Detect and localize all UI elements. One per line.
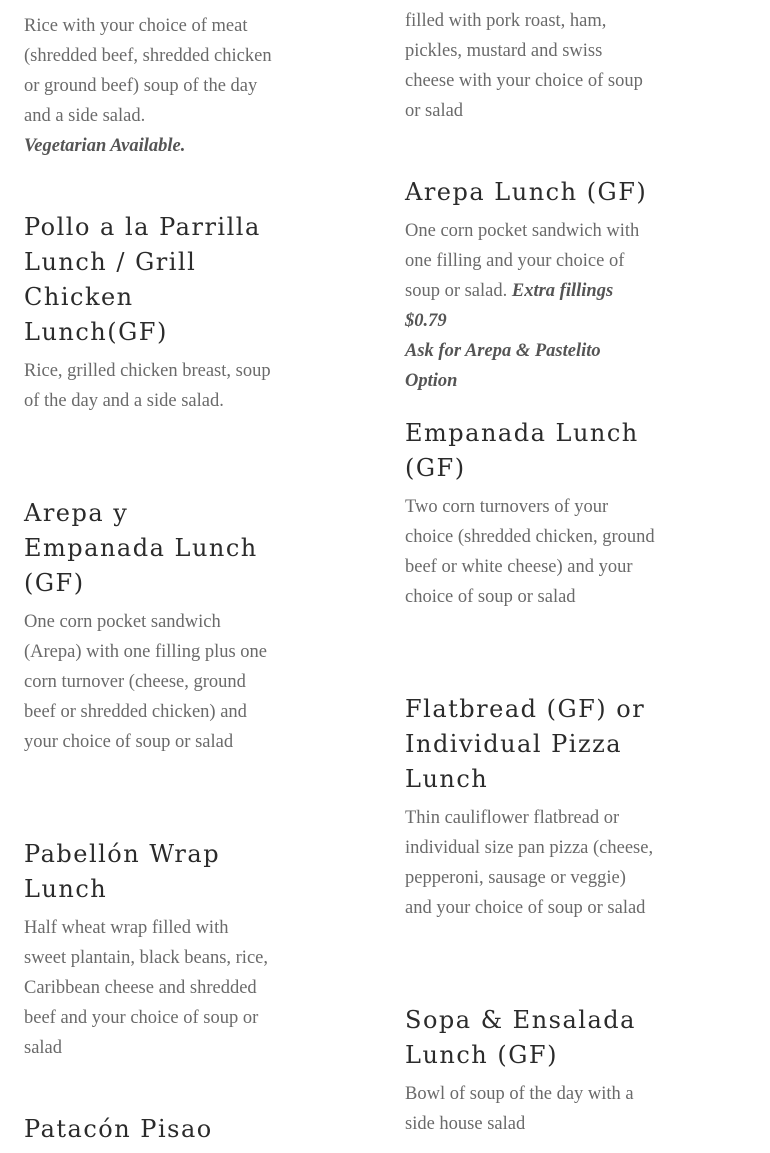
pastelito-option-note: Ask for Arepa & Pastelito Option bbox=[405, 341, 601, 391]
menu-item bbox=[405, 1003, 655, 1139]
menu-item bbox=[24, 210, 274, 416]
menu-item bbox=[405, 6, 655, 126]
menu-item-title: Pollo a la Parrilla Lunch / Grill Chicken Lunch(GF) bbox=[24, 213, 261, 346]
menu-item-description: Bowl of soup of the day with a side house salad bbox=[405, 1084, 634, 1134]
extra-fillings-note: Extra fillings $0.79 bbox=[405, 281, 614, 331]
description-text: One corn pocket sandwich with one filling and your choice of soup or salad. bbox=[405, 221, 640, 301]
menu-item-title: Arepa Lunch (GF) bbox=[405, 178, 648, 206]
menu-item-description: One corn pocket sandwich (Arepa) with one filling plus one corn turnover (cheese, ground beef or shredded chicken) and your choice of soup or salad bbox=[24, 612, 268, 752]
description-text: Rice with your choice of meat (shredded beef, shredded chicken or ground beef) soup of the day and a side salad. bbox=[24, 16, 272, 126]
menu-item-description: filled with pork roast, ham, pickles, mustard and swiss cheese with your choice of soup or salad bbox=[405, 11, 643, 121]
menu-item bbox=[24, 837, 274, 1063]
menu-item-title: Flatbread (GF) or Individual Pizza Lunch bbox=[405, 695, 646, 793]
menu-item-title: Sopa & Ensalada Lunch (GF) bbox=[405, 1006, 636, 1069]
menu-item-title: Arepa y Empanada Lunch (GF) bbox=[24, 499, 258, 597]
menu-item-title: Pabellón Wrap Lunch bbox=[24, 840, 221, 903]
menu-item bbox=[24, 496, 274, 757]
menu-item bbox=[405, 692, 655, 923]
menu-item-description bbox=[24, 11, 274, 161]
menu-item-description: Two corn turnovers of your choice (shredded chicken, ground beef or white cheese) and your choice of soup or salad bbox=[405, 497, 655, 607]
menu-item-description bbox=[405, 216, 655, 396]
menu-item bbox=[405, 416, 655, 612]
menu-item-title: Patacón Pisao bbox=[24, 1115, 213, 1143]
menu-item-description: Rice, grilled chicken breast, soup of the day and a side salad. bbox=[24, 361, 271, 411]
vegetarian-note: Vegetarian Available. bbox=[24, 136, 186, 156]
menu-item-description: Thin cauliflower flatbread or individual size pan pizza (cheese, pepperoni, sausage or veggie) and your choice of soup or salad bbox=[405, 808, 654, 918]
menu-item-description: Half wheat wrap filled with sweet plantain, black beans, rice, Caribbean cheese and shredded beef and your choice of soup or salad bbox=[24, 918, 268, 1058]
menu-item bbox=[405, 175, 655, 396]
menu-item bbox=[24, 11, 274, 161]
menu-item-title: Empanada Lunch (GF) bbox=[405, 419, 639, 482]
menu-item bbox=[24, 1112, 274, 1153]
